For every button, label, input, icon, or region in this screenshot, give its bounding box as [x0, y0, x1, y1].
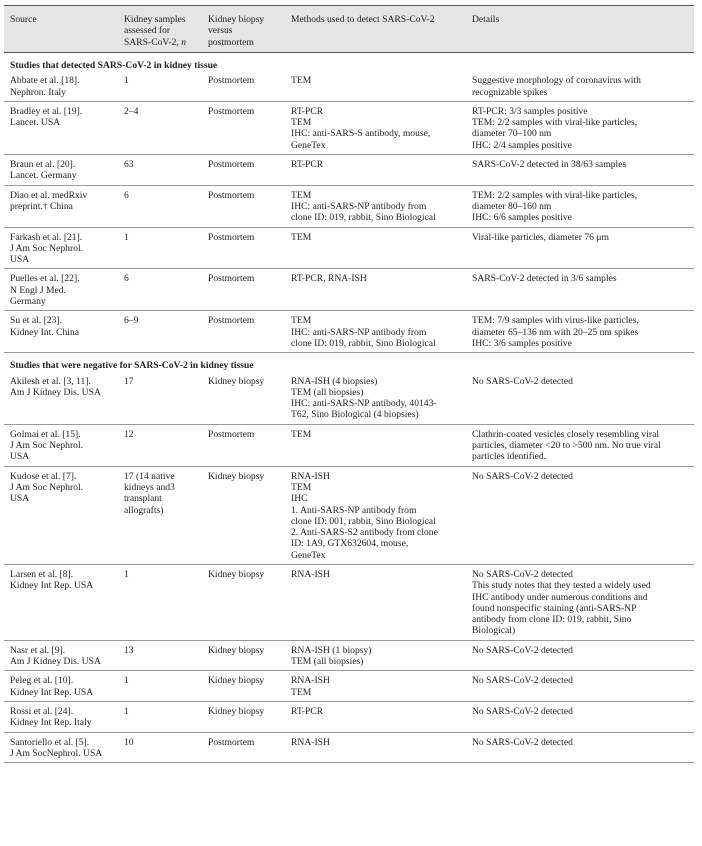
source-cell: Peleg et al. [10]. Kidney Int Rep. USA: [4, 671, 118, 702]
details-cell: Clathrin-coated vesicles closely resembling viral particles, diameter <20 to >500 nm. No true viral particles identified.: [466, 424, 694, 466]
source-cell: Golmai et al. [15]. J Am Soc Nephrol. USA: [4, 424, 118, 466]
methods-cell: RT-PCR: [285, 701, 466, 732]
biopsy-type-cell: Postmortem: [202, 101, 285, 154]
table-row: [4, 101, 694, 154]
methods-cell: RNA-ISH: [285, 732, 466, 763]
header-details: [466, 6, 694, 53]
methods-cell: RT-PCR, RNA-ISH: [285, 269, 466, 311]
samples-cell: 63: [118, 155, 202, 186]
kidney-studies-table: [4, 5, 694, 763]
table-row: [4, 185, 694, 227]
details-cell: No SARS-CoV-2 detected: [466, 701, 694, 732]
methods-cell: RT-PCR TEM IHC: anti-SARS-S antibody, mouse, GeneTex: [285, 101, 466, 154]
table-row: [4, 372, 694, 425]
biopsy-type-cell: Kidney biopsy: [202, 701, 285, 732]
samples-cell: 2–4: [118, 101, 202, 154]
methods-cell: RNA-ISH (4 biopsies) TEM (all biopsies) IHC: anti-SARS-NP antibody, 40143- T62, Sino Biological (4 biopsies): [285, 372, 466, 425]
details-cell: Suggestive morphology of coronavirus with recognizable spikes: [466, 71, 694, 101]
details-cell: No SARS-CoV-2 detected: [466, 466, 694, 564]
source-cell: Nasr et al. [9]. Am J Kidney Dis. USA: [4, 640, 118, 671]
biopsy-type-cell: Postmortem: [202, 155, 285, 186]
details-cell: No SARS-CoV-2 detected: [466, 372, 694, 425]
samples-cell: 1: [118, 71, 202, 101]
source-cell: Abbate et al. [18]. Nephron. Italy: [4, 71, 118, 101]
source-cell: Bradley et al. [19]. Lancet. USA: [4, 101, 118, 154]
details-cell: No SARS-CoV-2 detected This study notes that they tested a widely used IHC antibody under numerous conditions and found nonspecific staining (anti-SARS-NP antibody from clone ID: 019, rabbit, Sino Biological): [466, 564, 694, 640]
samples-cell: 12: [118, 424, 202, 466]
table-row: [4, 424, 694, 466]
table-row: [4, 311, 694, 353]
samples-cell: 17 (14 native kidneys and3 transplant allografts): [118, 466, 202, 564]
header-methods: [285, 6, 466, 53]
table-row: [4, 732, 694, 763]
table-body: [4, 53, 694, 763]
methods-cell: RT-PCR: [285, 155, 466, 186]
header-samples-n: n: [181, 36, 187, 48]
samples-cell: 6–9: [118, 311, 202, 353]
biopsy-type-cell: Postmortem: [202, 185, 285, 227]
details-cell: No SARS-CoV-2 detected: [466, 732, 694, 763]
table-row: [4, 640, 694, 671]
samples-cell: 6: [118, 185, 202, 227]
samples-cell: 10: [118, 732, 202, 763]
table-row: [4, 564, 694, 640]
methods-cell: TEM IHC: anti-SARS-NP antibody from clone ID: 019, rabbit, Sino Biological: [285, 311, 466, 353]
methods-cell: RNA-ISH TEM IHC 1. Anti-SARS-NP antibody from clone ID: 001, rabbit, Sino Biological 2. Anti-SARS-S2 antibody from clone ID: 1A9, GTX632604, mouse, GeneTex: [285, 466, 466, 564]
samples-cell: 1: [118, 564, 202, 640]
table-row: [4, 71, 694, 101]
section-title: Studies that detected SARS-CoV-2 in kidney tissue: [10, 60, 218, 71]
methods-cell: RNA-ISH TEM: [285, 671, 466, 702]
methods-cell: TEM IHC: anti-SARS-NP antibody from clone ID: 019, rabbit, Sino Biological: [285, 185, 466, 227]
table-row: [4, 671, 694, 702]
methods-cell: TEM: [285, 227, 466, 269]
table-header: [4, 6, 694, 53]
details-cell: SARS-CoV-2 detected in 38/63 samples: [466, 155, 694, 186]
biopsy-type-cell: Kidney biopsy: [202, 466, 285, 564]
samples-cell: 1: [118, 701, 202, 732]
biopsy-type-cell: Kidney biopsy: [202, 564, 285, 640]
methods-cell: RNA-ISH: [285, 564, 466, 640]
source-cell: Larsen et al. [8]. Kidney Int Rep. USA: [4, 564, 118, 640]
biopsy-type-cell: Postmortem: [202, 269, 285, 311]
samples-cell: 1: [118, 671, 202, 702]
source-cell: Kudose et al. [7]. J Am Soc Nephrol. USA: [4, 466, 118, 564]
biopsy-type-cell: Postmortem: [202, 424, 285, 466]
table-row: [4, 466, 694, 564]
source-cell: Braun et al. [20]. Lancet. Germany: [4, 155, 118, 186]
biopsy-type-cell: Kidney biopsy: [202, 372, 285, 425]
biopsy-type-cell: Postmortem: [202, 311, 285, 353]
samples-cell: 6: [118, 269, 202, 311]
samples-cell: 13: [118, 640, 202, 671]
header-biopsy: [202, 6, 285, 53]
samples-cell: 1: [118, 227, 202, 269]
details-cell: No SARS-CoV-2 detected: [466, 640, 694, 671]
table-row: [4, 227, 694, 269]
biopsy-type-cell: Postmortem: [202, 71, 285, 101]
methods-cell: TEM: [285, 71, 466, 101]
source-cell: Puelles et al. [22]. N Engl J Med. Germany: [4, 269, 118, 311]
details-cell: Viral-like particles, diameter 76 μm: [466, 227, 694, 269]
header-biopsy-label: Kidney biopsy versus postmortem: [208, 14, 265, 48]
source-cell: Farkash et al. [21]. J Am Soc Nephrol. USA: [4, 227, 118, 269]
header-source: [4, 6, 118, 53]
source-cell: Diao et al. medRxiv preprint.† China: [4, 185, 118, 227]
details-cell: No SARS-CoV-2 detected: [466, 671, 694, 702]
methods-cell: TEM: [285, 424, 466, 466]
details-cell: TEM: 7/9 samples with virus-like particles, diameter 65–136 nm with 20–25 nm spikes IHC: 3/6 samples positive: [466, 311, 694, 353]
biopsy-type-cell: Kidney biopsy: [202, 640, 285, 671]
section-header-row: [4, 353, 694, 372]
section-header-row: [4, 53, 694, 72]
section-title: Studies that were negative for SARS-CoV-2 in kidney tissue: [10, 360, 254, 372]
header-samples-label: Kidney samples assessed for SARS-CoV-2,: [124, 14, 186, 48]
source-cell: Su et al. [23]. Kidney Int. China: [4, 311, 118, 353]
details-cell: TEM: 2/2 samples with viral-like particles, diameter 80–160 nm IHC: 6/6 samples positive: [466, 185, 694, 227]
methods-cell: RNA-ISH (1 biopsy) TEM (all biopsies): [285, 640, 466, 671]
biopsy-type-cell: Postmortem: [202, 732, 285, 763]
header-source-label: Source: [10, 14, 37, 25]
table-row: [4, 701, 694, 732]
table-row: [4, 269, 694, 311]
source-cell: Rossi et al. [24]. Kidney Int Rep. Italy: [4, 701, 118, 732]
table-row: [4, 155, 694, 186]
header-methods-label: Methods used to detect SARS-CoV-2: [291, 14, 435, 25]
header-row: [4, 6, 694, 53]
source-cell: Akilesh et al. [3, 11]. Am J Kidney Dis. USA: [4, 372, 118, 425]
header-samples: [118, 6, 202, 53]
header-details-label: Details: [472, 14, 500, 25]
biopsy-type-cell: Kidney biopsy: [202, 671, 285, 702]
source-cell: Santoriello et al. [5]. J Am SocNephrol. USA: [4, 732, 118, 763]
samples-cell: 17: [118, 372, 202, 425]
details-cell: SARS-CoV-2 detected in 3/6 samples: [466, 269, 694, 311]
details-cell: RT-PCR: 3/3 samples positive TEM: 2/2 samples with viral-like particles, diameter 70–100 nm IHC: 2/4 samples positive: [466, 101, 694, 154]
biopsy-type-cell: Postmortem: [202, 227, 285, 269]
